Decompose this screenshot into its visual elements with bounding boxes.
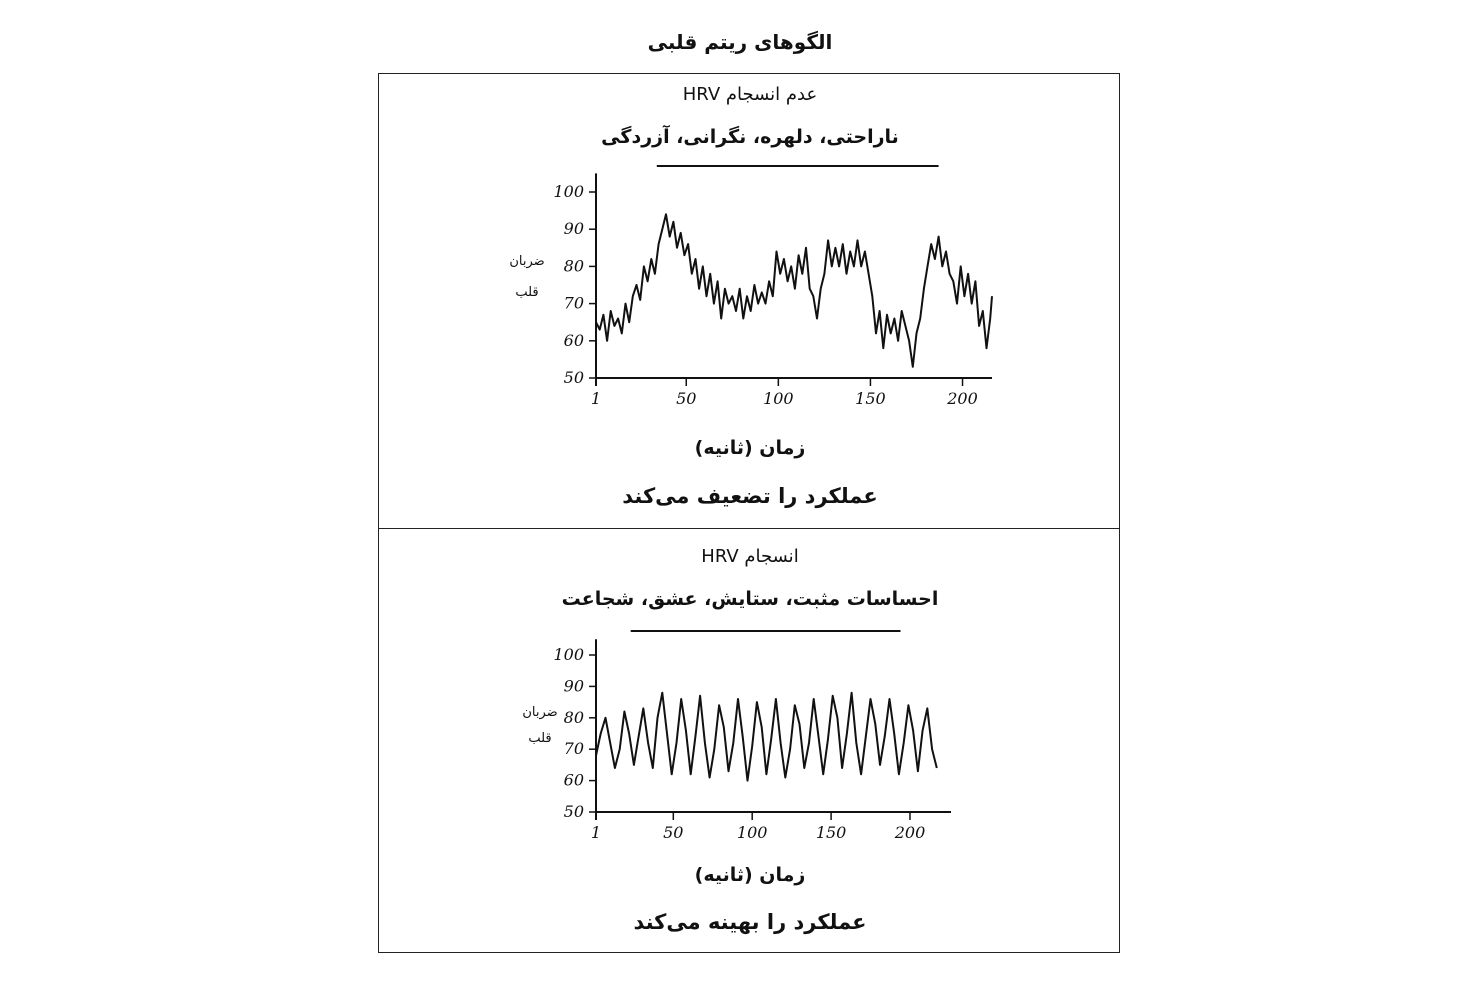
panel-2-caption: عملکرد را بهینه می‌کند [633,910,867,934]
panel-2-title: انسجام HRV [701,546,799,567]
chart-2-xtick-label: 100 [736,823,768,842]
panel-1-caption: عملکرد را تضعیف می‌کند [622,484,878,508]
chart-1-ytick-label: 80 [563,256,584,276]
chart-2-ytick-label: 90 [563,676,584,696]
chart-1-ylabel: ضربان [509,254,545,269]
panel-1-title: عدم انسجام HRV [682,84,818,105]
chart-2-xtick-label: 1 [590,823,602,842]
chart-1-ytick-label: 70 [563,293,584,313]
panel-2-subtitle: احساسات مثبت، ستایش، عشق، شجاعت [561,588,939,610]
chart-2-series-line [596,693,937,781]
chart-1-xtick-label: 150 [855,389,886,408]
chart-2-xtick-label: 150 [815,823,847,842]
chart-1-xtick-label: 50 [676,389,697,408]
chart-2 [522,631,951,842]
chart-2-ytick-label: 50 [563,802,584,821]
panel-2-xlabel: زمان (ثانیه) [694,864,806,886]
chart-1-xtick-label: 100 [763,389,794,408]
chart-1-ytick-label: 90 [563,219,584,239]
chart-1-xtick-label: 1 [590,389,602,408]
chart-2-ytick-label: 100 [553,645,584,664]
page-title: الگوهای ریتم قلبی [647,30,833,54]
chart-1-ytick-label: 100 [553,182,584,201]
chart-2-ytick-label: 60 [563,770,584,790]
chart-2-ytick-label: 80 [563,707,584,727]
chart-1-xtick-label: 200 [947,389,978,408]
chart-2-xtick-label: 50 [663,823,684,842]
panel-1-subtitle: ناراحتی، دلهره، نگرانی، آزردگی [601,126,899,148]
chart-2-ylabel: ضربان [522,705,558,720]
chart-1-series-line [596,214,992,366]
chart-1-ytick-label: 50 [563,368,584,387]
chart-2-xtick-label: 200 [894,823,926,842]
chart-1 [509,166,992,408]
panel-1-xlabel: زمان (ثانیه) [694,437,806,459]
chart-1-ytick-label: 60 [563,330,584,350]
chart-1-ylabel: قلب [515,285,539,300]
chart-2-ylabel: قلب [528,731,552,746]
chart-2-ytick-label: 70 [563,739,584,759]
